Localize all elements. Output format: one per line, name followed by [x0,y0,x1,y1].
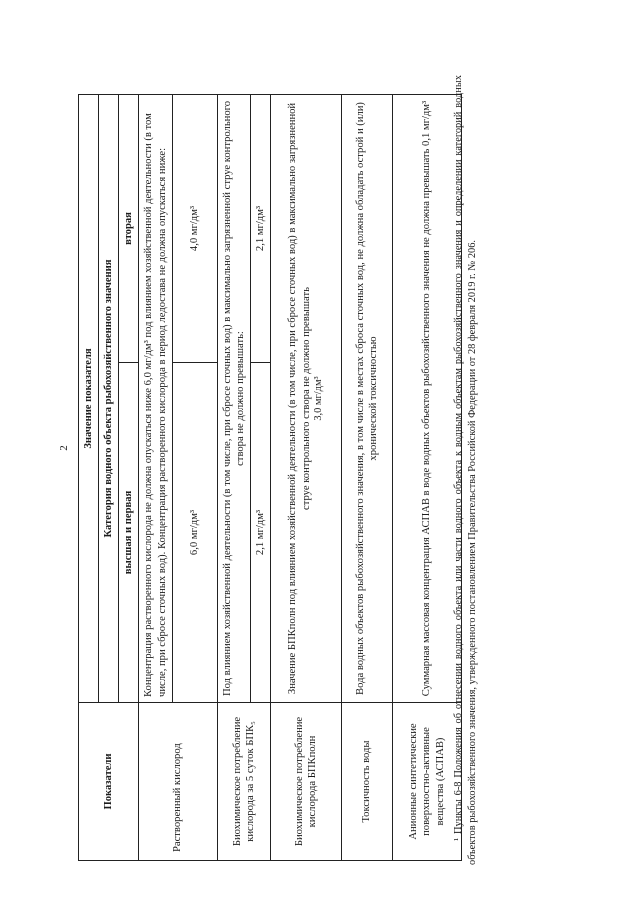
oxygen-value-second: 4,0 мг/дм³ [172,95,217,363]
row-label-oxygen: Растворенный кислород [139,703,217,861]
header-first: высшая и первая [119,363,139,703]
row-label-surfactants: Анионные синтетические поверхностно-активные вещества (АСПАВ) [393,703,462,861]
row-label-bod5: Биохимическое потребление кислорода за 5 суток БПК₅ [217,703,270,861]
header-second: вторая [119,95,139,363]
row-label-bodfull: Биохимическое потребление кислорода БПКполн [271,703,342,861]
row-desc-bodfull: Значение БПКполн под влиянием хозяйственной деятельности (в том числе, при сбросе сточных вод) в максимально загрязненной струе контрольного створа не должно превышать [287,102,312,695]
header-category: Категория водного объекта рыбохозяйственного значения [99,95,119,703]
table-row-toxicity [342,95,393,861]
row-label-toxicity: Токсичность воды [342,703,393,861]
table-row-bodfull [271,95,342,861]
header-row-values [79,95,99,861]
header-indicators: Показатели [79,703,139,861]
bod5-value-first: 2,1 мг/дм³ [250,363,270,703]
row-cell-bodfull [271,95,342,703]
bod5-value-second: 2,1 мг/дм³ [250,95,270,363]
row-desc-bod5: Под влиянием хозяйственной деятельности (в том числе, при сбросе сточных вод) в максимально загрязненной струе контрольного створа не должно превышать: [217,95,250,703]
row-desc-surfactants: Суммарная массовая концентрация АСПАВ в воде водных объектов рыбохозяйственного значения не должна превышать 0,1 мг/дм³ [393,95,462,703]
page-number: 2 [58,445,70,451]
oxygen-value-first: 6,0 мг/дм³ [172,363,217,703]
row-desc-oxygen: Концентрация растворенного кислорода не должна опускаться ниже 6,0 мг/дм³ под влиянием хозяйственной деятельности (в том числе, при сбросе сточных вод). Концентрация растворенного кислорода в период ледостава не должна опускаться ниже: [139,95,172,703]
water-quality-table [78,94,462,861]
table-row-oxygen [139,95,172,861]
footnote: ¹ Пункты 6-8 Положения об отнесении водного объекта или части водного объекта к водным объектам рыбохозяйственного значения и определении категорий водных объектов рыбохозяйственного значения, утвержденного постановлением Правительства Российской Федерации от 28 февраля 2019 г. № 206. [453,75,478,865]
row-desc-toxicity: Вода водных объектов рыбохозяйственного значения, в том числе в местах сброса сточных вод, не должна обладать острой и (или) хронической токсичностью [342,95,393,703]
bodfull-value: 3,0 мг/дм³ [312,376,324,421]
table-row-bod5 [217,95,250,861]
header-values: Значение показателя [79,95,99,703]
